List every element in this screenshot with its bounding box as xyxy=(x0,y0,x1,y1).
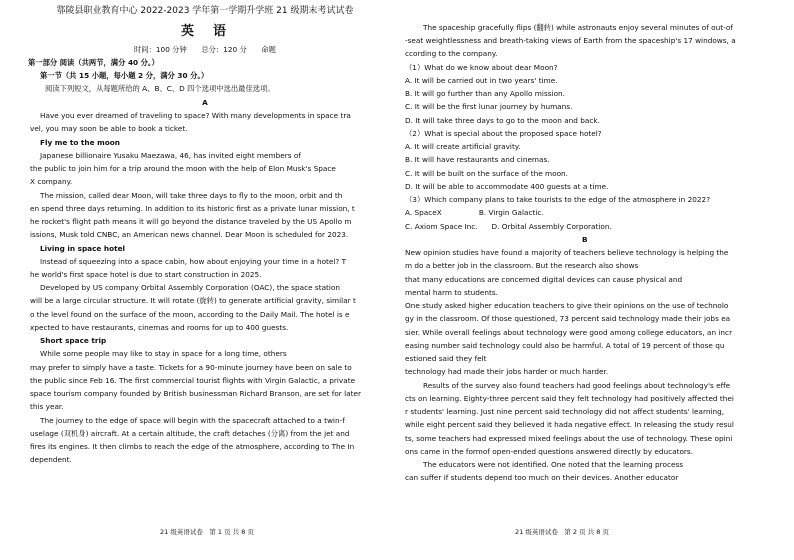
page-footer: 21 级英语试卷 第 1 页 共 8 页 xyxy=(160,528,254,536)
answer-option: C. It will be the first lunar journey by humans. xyxy=(405,102,573,111)
answer-option: D. It will be able to accommodate 400 guests at a time. xyxy=(405,182,609,191)
instruction-text: 阅读下列短文，从每题所给的 A、B、C、D 四个选项中选出最佳选项。 xyxy=(45,84,275,93)
subheading: Short space trip xyxy=(40,336,107,345)
passage-line: cts on learning. Eighty-three percent said they felt technology had positively affected thei xyxy=(405,394,734,403)
passage-line: ts, some teachers had expressed mixed feelings about the use of technology. These opini xyxy=(405,434,733,443)
passage-line: he world's first space hotel is due to start construction in 2025. xyxy=(30,270,262,279)
passage-a-label: A xyxy=(202,98,208,107)
answer-options-row: C. Axiom Space Inc. D. Orbital Assembly Corporation. xyxy=(405,222,612,231)
passage-line: may prefer to simply have a taste. Tickets for a 90-minute journey have been on sale to xyxy=(30,363,352,372)
passage-line: issions, Musk told CNBC, an American news channel. Dear Moon is scheduled for 2023. xyxy=(30,230,349,239)
passage-line: will be a large circular structure. It will rotate (旋转) to generate artificial gravity, similar t xyxy=(30,296,356,305)
section-heading: 第一节（共 15 小题，每小题 2 分，满分 30 分。） xyxy=(40,71,209,80)
answer-options-row: A. SpaceX B. Virgin Galactic. xyxy=(405,208,544,217)
answer-option: D. It will take three days to go to the moon and back. xyxy=(405,116,600,125)
subheading: Living in space hotel xyxy=(40,244,126,253)
passage-line: the public to join him for a trip around the moon with the help of Elon Musk's Space xyxy=(30,164,336,173)
passage-line: dependent. xyxy=(30,455,72,464)
passage-line: mental harm to students. xyxy=(405,288,498,297)
passage-line: xpected to have restaurants, cinemas and rooms for up to 400 guests. xyxy=(30,323,289,332)
passage-line: The journey to the edge of space will begin with the spacecraft attached to a twin-f xyxy=(40,416,345,425)
passage-line: The educators were not identified. One noted that the learning process xyxy=(423,460,684,469)
answer-option: C. It will be built on the surface of the moon. xyxy=(405,169,568,178)
passage-line: that many educations are concerned digital devices can cause physical and xyxy=(405,275,683,284)
question-stem: （3）Which company plans to take tourists to the edge of the atmosphere in 2022? xyxy=(405,195,711,204)
passage-line: while eight percent said they believed it hada negative effect. In releasing the study resul xyxy=(405,420,734,429)
page-footer: 21 级英语试卷 第 2 页 共 8 页 xyxy=(515,528,609,536)
passage-line: X company. xyxy=(30,177,73,186)
passage-line: gy in the classroom. Of those questioned, 73 percent said technology made their jobs ea xyxy=(405,314,731,323)
passage-line: en spend three days returning. In addition to its historic first as a private lunar mission, t xyxy=(30,204,355,213)
passage-line: the public since Feb 16. The first commercial tourist flights with Virgin Galactic, a private xyxy=(30,376,356,385)
passage-line: he rocket's flight path means it will go beyond the distance traveled by the US Apollo m xyxy=(30,217,352,226)
passage-line: ccording to the company. xyxy=(405,49,498,58)
passage-line: fires its engines. It then climbs to reach the edge of the atmosphere, according to The In xyxy=(30,442,355,451)
subheading: Fly me to the moon xyxy=(40,138,120,147)
passage-line: estioned said they felt xyxy=(405,354,487,363)
passage-line: r students' learning. Just nine percent said technology did not affect students' learning, xyxy=(405,407,725,416)
answer-option: A. It will be carried out in two years' time. xyxy=(405,76,558,85)
passage-line: uselage (双机身) aircraft. At a certain altitude, the craft detaches (分离) from the jet and xyxy=(30,429,350,438)
passage-line: easing number said technology could also be harmful. A total of 19 percent of those qu xyxy=(405,341,725,350)
passage-line: vel, you may soon be able to book a ticket. xyxy=(30,124,188,133)
passage-line: Developed by US company Orbital Assembly Corporation (OAC), the space station xyxy=(40,283,341,292)
passage-line: The spaceship gracefully flips (翻转) while astronauts enjoy several minutes of out-of xyxy=(423,23,733,32)
passage-line: technology had made their jobs harder or much harder. xyxy=(405,367,609,376)
passage-line: Instead of squeezing into a space cabin, how about enjoying your time in a hotel? T xyxy=(40,257,347,266)
passage-b-label: B xyxy=(582,235,588,244)
passage-line: One study asked higher education teachers to give their opinions on the use of technolo xyxy=(405,301,729,310)
part-heading: 第一部分 阅读（共两节，满分 40 分。） xyxy=(28,58,159,67)
passage-line: this year. xyxy=(30,402,64,411)
exam-page-2 xyxy=(397,0,794,560)
passage-line: sier. While overall feelings about technology were good among college educators, an incr xyxy=(405,328,733,337)
answer-option: B. It will have restaurants and cinemas. xyxy=(405,155,550,164)
passage-line: ons came in the formof open-ended questions answered directly by educators. xyxy=(405,447,694,456)
answer-option: A. It will create artificial gravity. xyxy=(405,142,521,151)
subject-title: 英 语 xyxy=(180,24,229,39)
question-stem: （2）What is special about the proposed space hotel? xyxy=(405,129,602,138)
passage-line: Have you ever dreamed of traveling to space? With many developments in space tra xyxy=(40,111,351,120)
passage-line: While some people may like to stay in space for a long time, others xyxy=(40,349,287,358)
passage-line: m do a better job in the classroom. But the research also shows xyxy=(405,261,639,270)
passage-line: The mission, called dear Moon, will take three days to fly to the moon, orbit and th xyxy=(40,191,343,200)
passage-line: Results of the survey also found teachers had good feelings about technology's effe xyxy=(423,381,731,390)
question-stem: （1）What do we know about dear Moon? xyxy=(405,63,558,72)
exam-header: 鄠陵县职业教育中心 2022-2023 学年第一学期升学班 21 级期末考试试卷 xyxy=(56,6,354,16)
passage-line: -seat weightlessness and breath-taking views of Earth from the spaceship's 17 windows, a xyxy=(405,36,736,45)
passage-line: can suffer if students depend too much on their devices. Another educator xyxy=(405,473,679,482)
passage-line: space tourism company founded by British businessman Richard Branson, are set for later xyxy=(30,389,361,398)
answer-option: B. It will go further than any Apollo mission. xyxy=(405,89,565,98)
passage-line: New opinion studies have found a majority of teachers believe technology is helping the xyxy=(405,248,729,257)
exam-info: 时间：100 分钟 总分：120 分 命题 xyxy=(134,45,276,54)
passage-line: o the level found on the surface of the moon, according to the Daily Mail. The hotel is e xyxy=(30,310,350,319)
passage-line: Japanese billionaire Yusaku Maezawa, 46, has invited eight members of xyxy=(40,151,301,160)
